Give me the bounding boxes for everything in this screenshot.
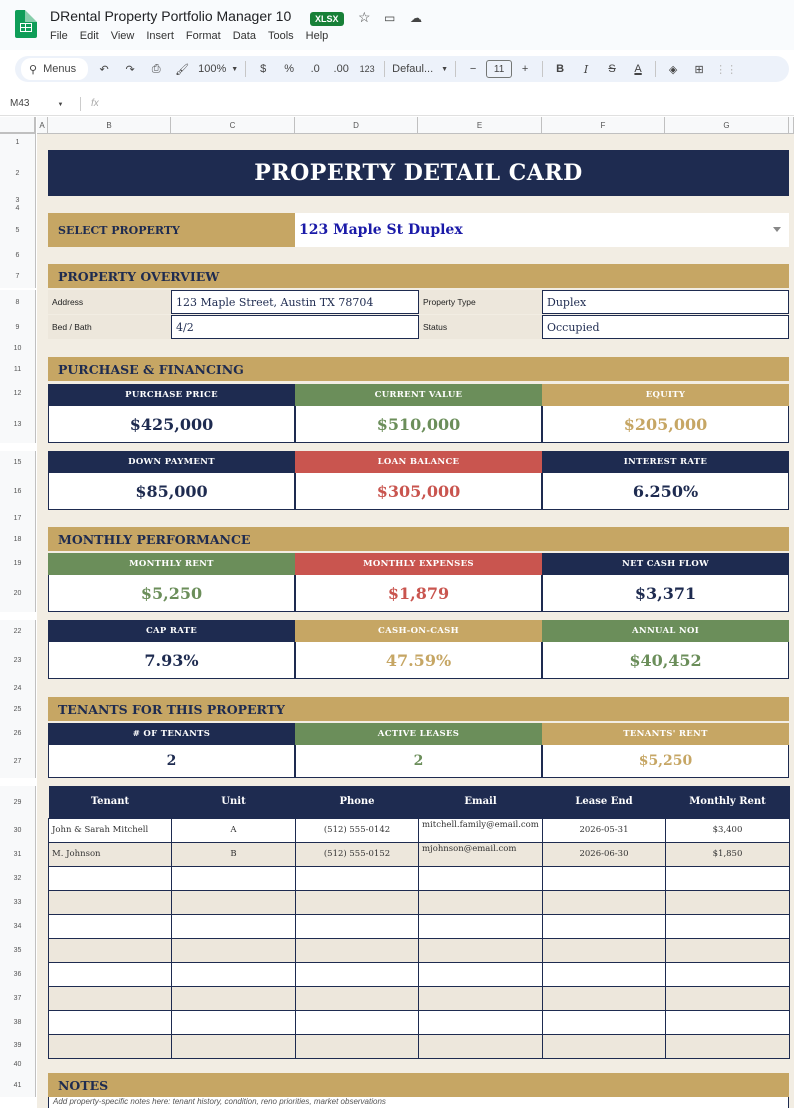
monthly-rent-cell[interactable] bbox=[666, 962, 790, 986]
title-bar bbox=[0, 0, 794, 50]
row-header[interactable]: 2 bbox=[0, 150, 36, 196]
row-header[interactable]: 1 bbox=[0, 134, 36, 150]
property-type-label: Property Type bbox=[419, 290, 542, 314]
current-value-value[interactable]: $510,000 bbox=[295, 406, 542, 443]
monthly-rent-cell[interactable] bbox=[666, 938, 790, 962]
select-all-corner[interactable] bbox=[0, 117, 36, 134]
function-icon: fx bbox=[91, 98, 99, 109]
email-cell[interactable] bbox=[419, 914, 543, 938]
annual-noi-value[interactable]: $40,452 bbox=[542, 642, 789, 679]
row-header[interactable]: 40 bbox=[0, 1056, 36, 1073]
page-title: PROPERTY DETAIL CARD bbox=[48, 150, 789, 196]
cash-on-cash-value[interactable]: 47.59% bbox=[295, 642, 542, 679]
menu-view[interactable]: View bbox=[110, 30, 135, 42]
unit-cell[interactable] bbox=[172, 866, 296, 890]
table-row bbox=[49, 866, 790, 890]
lease-end-cell[interactable] bbox=[543, 1010, 666, 1034]
cell-reference: M43 bbox=[10, 98, 30, 109]
tenant-count-label: # OF TENANTS bbox=[48, 723, 295, 745]
phone-cell[interactable]: (512) 555-0142 bbox=[296, 818, 419, 842]
toolbar bbox=[15, 56, 789, 82]
phone-cell[interactable] bbox=[296, 866, 419, 890]
divider bbox=[245, 61, 246, 77]
bold-button[interactable]: B bbox=[556, 63, 565, 75]
tenant-name-cell[interactable] bbox=[49, 986, 172, 1010]
font-family-select[interactable] bbox=[392, 58, 448, 80]
tenant-name-cell[interactable] bbox=[49, 866, 172, 890]
unit-cell[interactable]: A bbox=[172, 818, 296, 842]
merge-cells-icon[interactable]: ⋮⋮ bbox=[715, 63, 738, 76]
email-cell[interactable] bbox=[419, 866, 543, 890]
equity-label: EQUITY bbox=[542, 384, 789, 406]
redo-icon[interactable]: ↷ bbox=[125, 63, 135, 76]
unit-cell[interactable] bbox=[172, 914, 296, 938]
lease-end-cell[interactable] bbox=[543, 938, 666, 962]
monthly-rent-cell[interactable] bbox=[666, 1010, 790, 1034]
row-header[interactable]: 4 bbox=[0, 204, 36, 213]
cap-rate-value[interactable]: 7.93% bbox=[48, 642, 295, 679]
row-header[interactable]: 11 bbox=[0, 357, 36, 381]
table-row bbox=[49, 938, 790, 962]
row-header[interactable]: 25 bbox=[0, 697, 36, 721]
purchase-price-label: PURCHASE PRICE bbox=[48, 384, 295, 406]
lease-end-cell[interactable] bbox=[543, 962, 666, 986]
zoom-select[interactable] bbox=[198, 58, 238, 80]
phone-cell[interactable] bbox=[296, 890, 419, 914]
divider bbox=[542, 61, 543, 77]
row-header[interactable]: 10 bbox=[0, 340, 36, 357]
bed-bath-value[interactable]: 4/2 bbox=[171, 315, 419, 339]
row-header[interactable]: 8 bbox=[0, 290, 36, 315]
tenant-name-cell[interactable] bbox=[49, 1010, 172, 1034]
number-format-button[interactable]: 123 bbox=[359, 64, 375, 74]
divider bbox=[455, 61, 456, 77]
chevron-down-icon: ▼ bbox=[231, 65, 239, 73]
row-header[interactable]: 39 bbox=[0, 1034, 36, 1056]
tenant-table-header bbox=[49, 786, 790, 818]
tenant-name-cell[interactable] bbox=[49, 1034, 172, 1058]
monthly-rent-cell[interactable] bbox=[666, 890, 790, 914]
active-leases-label: ACTIVE LEASES bbox=[295, 723, 542, 745]
strikethrough-button[interactable]: S bbox=[608, 63, 616, 75]
monthly-rent-cell[interactable] bbox=[666, 1034, 790, 1058]
tenants-rent-value[interactable]: $5,250 bbox=[542, 745, 789, 778]
monthly-rent-value[interactable]: $5,250 bbox=[48, 575, 295, 612]
monthly-rent-cell[interactable] bbox=[666, 986, 790, 1010]
column-header-g[interactable]: G bbox=[665, 117, 789, 134]
menu-help[interactable]: Help bbox=[305, 30, 329, 42]
email-cell[interactable] bbox=[419, 962, 543, 986]
phone-cell[interactable]: (512) 555-0152 bbox=[296, 842, 419, 866]
italic-button[interactable]: I bbox=[583, 62, 589, 76]
formula-bar bbox=[0, 92, 794, 116]
row-header[interactable]: 9 bbox=[0, 315, 36, 340]
font-family-value: Defaul... bbox=[392, 63, 434, 75]
row-header[interactable]: 30 bbox=[0, 818, 36, 842]
row-header[interactable]: 22 bbox=[0, 620, 36, 642]
property-dropdown-value: 123 Maple St Duplex bbox=[299, 222, 463, 238]
borders-icon[interactable]: ⊞ bbox=[694, 63, 704, 76]
text-color-button[interactable]: A bbox=[634, 63, 642, 75]
tenant-name-cell[interactable] bbox=[49, 914, 172, 938]
divider bbox=[655, 61, 656, 77]
cloud-status-icon[interactable]: ☁ bbox=[410, 11, 422, 25]
status-label: Status bbox=[419, 315, 542, 339]
email-cell[interactable] bbox=[419, 890, 543, 914]
currency-format-button[interactable]: $ bbox=[260, 63, 267, 75]
column-header-unit[interactable]: Unit bbox=[172, 786, 296, 818]
file-type-badge: XLSX bbox=[310, 12, 344, 26]
row-header[interactable]: 31 bbox=[0, 842, 36, 866]
section-heading-overview: PROPERTY OVERVIEW bbox=[48, 264, 789, 288]
search-menus-button[interactable] bbox=[21, 58, 88, 80]
chevron-down-icon: ▼ bbox=[57, 102, 64, 108]
row-header[interactable]: 33 bbox=[0, 890, 36, 914]
chevron-down-icon[interactable] bbox=[773, 227, 781, 232]
property-type-value[interactable]: Duplex bbox=[542, 290, 789, 314]
column-header-d[interactable]: D bbox=[295, 117, 418, 134]
email-cell[interactable]: mjohnson@email.com bbox=[419, 842, 543, 866]
row-header[interactable]: 7 bbox=[0, 264, 36, 288]
row-header[interactable]: 35 bbox=[0, 938, 36, 962]
unit-cell[interactable] bbox=[172, 986, 296, 1010]
tenant-name-cell[interactable]: M. Johnson bbox=[49, 842, 172, 866]
row-header[interactable]: 23 bbox=[0, 642, 36, 679]
table-row bbox=[49, 890, 790, 914]
column-header-lease-end[interactable]: Lease End bbox=[543, 786, 666, 818]
column-header-c[interactable]: C bbox=[171, 117, 295, 134]
font-size-decrease-icon[interactable]: − bbox=[469, 63, 477, 75]
undo-icon[interactable]: ↶ bbox=[99, 63, 109, 76]
row-header[interactable]: 18 bbox=[0, 527, 36, 551]
table-row bbox=[49, 1010, 790, 1034]
column-header-tenant[interactable]: Tenant bbox=[49, 786, 172, 818]
row-header[interactable]: 6 bbox=[0, 247, 36, 264]
font-size-input[interactable]: 11 bbox=[486, 60, 512, 78]
menu-file[interactable]: File bbox=[50, 30, 68, 42]
cap-rate-label: CAP RATE bbox=[48, 620, 295, 642]
tenant-name-cell[interactable] bbox=[49, 938, 172, 962]
active-leases-value[interactable]: 2 bbox=[295, 745, 542, 778]
phone-cell[interactable] bbox=[296, 986, 419, 1010]
address-value[interactable]: 123 Maple Street, Austin TX 78704 bbox=[171, 290, 419, 314]
monthly-expenses-label: MONTHLY EXPENSES bbox=[295, 553, 542, 575]
name-box[interactable] bbox=[0, 98, 80, 109]
email-cell[interactable]: mitchell.family@email.com bbox=[419, 818, 543, 842]
down-payment-label: DOWN PAYMENT bbox=[48, 451, 295, 473]
section-heading-tenants: TENANTS FOR THIS PROPERTY bbox=[48, 697, 789, 721]
annual-noi-label: ANNUAL NOI bbox=[542, 620, 789, 642]
font-size-increase-icon[interactable]: + bbox=[521, 63, 529, 75]
column-header-h[interactable] bbox=[789, 117, 794, 134]
down-payment-value[interactable]: $85,000 bbox=[48, 473, 295, 510]
tenants-rent-label: TENANTS' RENT bbox=[542, 723, 789, 745]
tenant-table bbox=[48, 786, 790, 1059]
table-row bbox=[49, 1034, 790, 1058]
loan-balance-value[interactable]: $305,000 bbox=[295, 473, 542, 510]
document-title[interactable]: DRental Property Portfolio Manager 10 bbox=[50, 8, 292, 24]
current-value-label: CURRENT VALUE bbox=[295, 384, 542, 406]
row-header[interactable]: 16 bbox=[0, 473, 36, 510]
unit-cell[interactable]: B bbox=[172, 842, 296, 866]
unit-cell[interactable] bbox=[172, 890, 296, 914]
row-header[interactable]: 29 bbox=[0, 786, 36, 818]
lease-end-cell[interactable]: 2026-05-31 bbox=[543, 818, 666, 842]
unit-cell[interactable] bbox=[172, 938, 296, 962]
section-heading-notes: NOTES bbox=[48, 1073, 789, 1097]
lease-end-cell[interactable]: 2026-06-30 bbox=[543, 842, 666, 866]
loan-balance-label: LOAN BALANCE bbox=[295, 451, 542, 473]
email-cell[interactable] bbox=[419, 986, 543, 1010]
monthly-rent-label: MONTHLY RENT bbox=[48, 553, 295, 575]
divider bbox=[80, 97, 81, 111]
row-header[interactable]: 34 bbox=[0, 914, 36, 938]
section-heading-purchase: PURCHASE & FINANCING bbox=[48, 357, 789, 381]
monthly-rent-cell[interactable]: $3,400 bbox=[666, 818, 790, 842]
unit-cell[interactable] bbox=[172, 1010, 296, 1034]
row-header[interactable]: 3 bbox=[0, 196, 36, 204]
column-header-f[interactable]: F bbox=[542, 117, 665, 134]
row-header[interactable]: 36 bbox=[0, 962, 36, 986]
column-header-b[interactable]: B bbox=[48, 117, 171, 134]
monthly-rent-cell[interactable] bbox=[666, 914, 790, 938]
increase-decimal-button[interactable]: .00 bbox=[333, 63, 349, 75]
unit-cell[interactable] bbox=[172, 1034, 296, 1058]
menu-format[interactable]: Format bbox=[185, 30, 221, 42]
lease-end-cell[interactable] bbox=[543, 890, 666, 914]
phone-cell[interactable] bbox=[296, 1010, 419, 1034]
lease-end-cell[interactable] bbox=[543, 866, 666, 890]
menu-insert[interactable]: Insert bbox=[146, 30, 174, 42]
lease-end-cell[interactable] bbox=[543, 986, 666, 1010]
column-header-monthly-rent[interactable]: Monthly Rent bbox=[666, 786, 790, 818]
row-header[interactable]: 41 bbox=[0, 1073, 36, 1097]
interest-rate-value[interactable]: 6.250% bbox=[542, 473, 789, 510]
divider bbox=[384, 61, 385, 77]
column-header-email[interactable]: Email bbox=[419, 786, 543, 818]
purchase-price-value[interactable]: $425,000 bbox=[48, 406, 295, 443]
tenant-name-cell[interactable] bbox=[49, 962, 172, 986]
email-cell[interactable] bbox=[419, 1034, 543, 1058]
row-header[interactable]: 37 bbox=[0, 986, 36, 1010]
row-header[interactable]: 19 bbox=[0, 551, 36, 575]
section-heading-monthly: MONTHLY PERFORMANCE bbox=[48, 527, 789, 551]
table-row bbox=[49, 986, 790, 1010]
bed-bath-label: Bed / Bath bbox=[48, 315, 171, 339]
table-row bbox=[49, 818, 790, 842]
star-icon[interactable]: ☆ bbox=[358, 9, 371, 25]
tenant-name-cell[interactable]: John & Sarah Mitchell bbox=[49, 818, 172, 842]
menu-bar bbox=[50, 30, 340, 42]
fill-color-icon[interactable]: ◈ bbox=[668, 63, 678, 76]
tenant-table-body bbox=[49, 818, 790, 1058]
menu-tools[interactable]: Tools bbox=[267, 30, 294, 42]
monthly-rent-cell[interactable] bbox=[666, 866, 790, 890]
monthly-expenses-value[interactable]: $1,879 bbox=[295, 575, 542, 612]
table-row bbox=[49, 962, 790, 986]
menu-edit[interactable]: Edit bbox=[79, 30, 99, 42]
row-header[interactable]: 17 bbox=[0, 510, 36, 527]
menu-data[interactable]: Data bbox=[232, 30, 256, 42]
row-header[interactable]: 12 bbox=[0, 381, 36, 406]
notes-text[interactable]: Add property-specific notes here: tenant history, condition, reno priorities, market observations bbox=[48, 1097, 789, 1108]
phone-cell[interactable] bbox=[296, 1034, 419, 1058]
table-row bbox=[49, 914, 790, 938]
print-icon[interactable]: ⎙ bbox=[151, 62, 161, 75]
row-header[interactable]: 5 bbox=[0, 213, 36, 247]
percent-format-button[interactable]: % bbox=[284, 63, 295, 75]
column-header-e[interactable]: E bbox=[418, 117, 542, 134]
chevron-down-icon: ▼ bbox=[441, 65, 449, 73]
equity-value[interactable]: $205,000 bbox=[542, 406, 789, 443]
search-icon: ⚲ bbox=[29, 63, 38, 76]
status-value[interactable]: Occupied bbox=[542, 315, 789, 339]
net-cash-flow-value[interactable]: $3,371 bbox=[542, 575, 789, 612]
row-header[interactable]: 26 bbox=[0, 721, 36, 745]
unit-cell[interactable] bbox=[172, 962, 296, 986]
lease-end-cell[interactable] bbox=[543, 914, 666, 938]
email-cell[interactable] bbox=[419, 1010, 543, 1034]
row-header[interactable]: 32 bbox=[0, 866, 36, 890]
phone-cell[interactable] bbox=[296, 962, 419, 986]
row-header[interactable]: 20 bbox=[0, 575, 36, 612]
sheets-logo-icon[interactable] bbox=[15, 10, 37, 38]
decrease-decimal-button[interactable]: .0 bbox=[310, 63, 320, 75]
property-dropdown[interactable] bbox=[295, 213, 789, 247]
row-header[interactable]: 15 bbox=[0, 451, 36, 473]
column-header-a[interactable]: A bbox=[37, 117, 48, 134]
monthly-rent-cell[interactable]: $1,850 bbox=[666, 842, 790, 866]
property-selector-row bbox=[48, 213, 789, 247]
tenant-count-value[interactable]: 2 bbox=[48, 745, 295, 778]
lease-end-cell[interactable] bbox=[543, 1034, 666, 1058]
row-header[interactable]: 27 bbox=[0, 745, 36, 778]
tenant-name-cell[interactable] bbox=[49, 890, 172, 914]
menus-label: Menus bbox=[43, 63, 77, 75]
select-property-label: SELECT PROPERTY bbox=[48, 213, 295, 247]
net-cash-flow-label: NET CASH FLOW bbox=[542, 553, 789, 575]
row-header[interactable]: 38 bbox=[0, 1010, 36, 1034]
address-label: Address bbox=[48, 290, 171, 314]
phone-cell[interactable] bbox=[296, 914, 419, 938]
cash-on-cash-label: CASH-ON-CASH bbox=[295, 620, 542, 642]
row-header[interactable]: 24 bbox=[0, 679, 36, 697]
zoom-value: 100% bbox=[198, 63, 227, 75]
move-folder-icon[interactable]: ▭ bbox=[384, 11, 396, 25]
column-header-phone[interactable]: Phone bbox=[296, 786, 419, 818]
email-cell[interactable] bbox=[419, 938, 543, 962]
interest-rate-label: INTEREST RATE bbox=[542, 451, 789, 473]
paint-format-icon[interactable]: 🖌︎ bbox=[175, 63, 190, 76]
row-header[interactable]: 13 bbox=[0, 406, 36, 443]
phone-cell[interactable] bbox=[296, 938, 419, 962]
table-row bbox=[49, 842, 790, 866]
